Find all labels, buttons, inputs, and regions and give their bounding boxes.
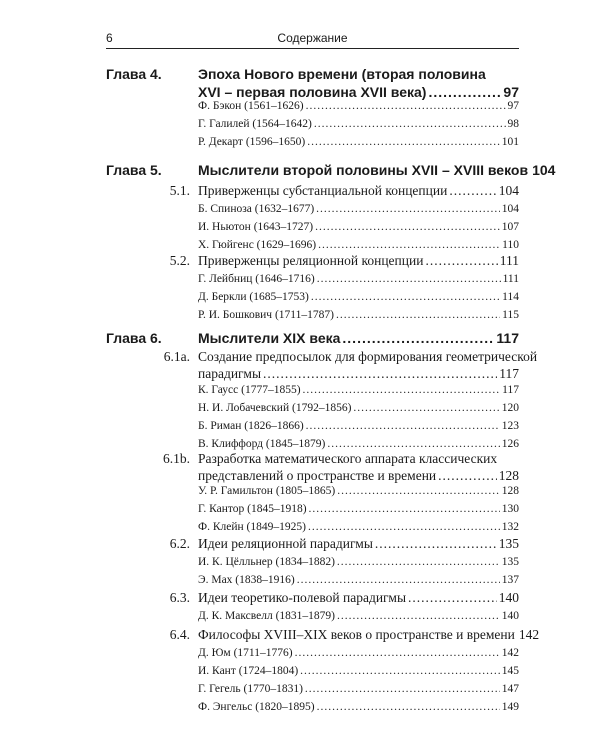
entry-page: 130 [501, 503, 519, 515]
toc-section[interactable] [106, 627, 540, 647]
entry-page: 132 [501, 521, 519, 533]
toc-person-entry[interactable] [198, 438, 519, 450]
person-name: Ф. Бэкон (1561–1626) [198, 100, 304, 112]
leader-dots [315, 221, 500, 233]
toc-person-entry[interactable] [198, 610, 519, 622]
leader-dots [303, 384, 501, 396]
chapter-page: 104 [532, 162, 556, 178]
leader-dots [314, 118, 506, 130]
entry-page: 110 [502, 239, 519, 251]
leader-dots [308, 521, 500, 533]
leader-dots [297, 574, 500, 586]
chapter-page: 117 [496, 330, 519, 346]
chapter-label: Глава 5. [106, 162, 162, 178]
leader-dots [316, 203, 500, 215]
person-name: У. Р. Гамильтон (1805–1865) [198, 485, 336, 497]
section-page: 135 [498, 536, 519, 551]
person-name: Д. Юм (1711–1776) [198, 647, 293, 659]
leader-dots [337, 610, 500, 622]
section-page: 142 [518, 627, 540, 642]
chapter-title-line: Эпоха Нового времени (вторая половина [198, 66, 486, 82]
chapter-title: Мыслители второй половины XVII – XVIII веков [198, 162, 529, 178]
person-name: Э. Мах (1838–1916) [198, 574, 295, 586]
chapter-page: 97 [503, 84, 519, 100]
section-title-line: Разработка математического аппарата классических [198, 451, 498, 466]
toc-person-entry[interactable] [198, 203, 519, 215]
section-title-line: Создание предпосылок для формирования геометрической [198, 349, 538, 364]
section-page: 140 [498, 590, 519, 605]
toc-section[interactable] [106, 253, 519, 273]
entry-page: 97 [507, 100, 519, 112]
leader-dots [449, 183, 496, 199]
toc-chapter[interactable] [106, 330, 519, 350]
leader-dots [336, 309, 500, 321]
section-number: 6.3. [169, 590, 190, 605]
person-name: Б. Риман (1826–1866) [198, 420, 304, 432]
section-number: 6.1a. [163, 349, 190, 364]
section-number: 6.2. [169, 536, 190, 551]
chapter-label: Глава 4. [106, 66, 162, 82]
chapter-label: Глава 6. [106, 330, 162, 346]
person-name: Х. Гюйгенс (1629–1696) [198, 239, 317, 251]
person-name: Г. Кантор (1845–1918) [198, 503, 307, 515]
entry-page: 111 [502, 273, 519, 285]
leader-dots [305, 683, 500, 695]
toc-person-entry[interactable] [198, 239, 519, 251]
toc-person-entry[interactable] [198, 420, 519, 432]
leader-dots [408, 590, 497, 606]
toc-person-entry[interactable] [198, 503, 519, 515]
toc-person-entry[interactable] [198, 221, 519, 233]
entry-page: 145 [501, 665, 519, 677]
leader-dots [337, 556, 500, 568]
person-name: Д. К. Максвелл (1831–1879) [198, 610, 335, 622]
entry-page: 104 [501, 203, 519, 215]
toc-person-entry[interactable] [198, 556, 519, 568]
leader-dots [300, 665, 500, 677]
entry-page: 126 [501, 438, 519, 450]
entry-page: 142 [501, 647, 519, 659]
section-page: 117 [499, 366, 519, 381]
person-name: Ф. Энгельс (1820–1895) [198, 701, 315, 713]
toc-person-entry[interactable] [198, 291, 519, 303]
section-number: 6.4. [169, 627, 190, 642]
page-header [106, 30, 519, 49]
person-name: Д. Беркли (1685–1753) [198, 291, 309, 303]
leader-dots [317, 273, 501, 285]
leader-dots [311, 291, 500, 303]
chapter-title: Мыслители XIX века [198, 330, 341, 346]
section-title-line: представлений о пространстве и времени [198, 468, 437, 483]
entry-page: 123 [501, 420, 519, 432]
leader-dots [375, 536, 497, 552]
section-title: Идеи реляционной парадигмы [198, 536, 373, 551]
toc-section[interactable] [106, 349, 538, 387]
toc-person-entry[interactable] [198, 402, 519, 414]
leader-dots [337, 485, 500, 497]
toc-person-entry[interactable] [198, 485, 519, 497]
toc-person-entry[interactable] [198, 118, 519, 130]
leader-dots [306, 100, 506, 112]
leader-dots [342, 330, 494, 346]
entry-page: 147 [501, 683, 519, 695]
leader-dots [306, 420, 500, 432]
section-title-line: парадигмы [198, 366, 262, 381]
toc-section[interactable] [106, 451, 519, 489]
person-name: Н. И. Лобачевский (1792–1856) [198, 402, 352, 414]
toc-chapter[interactable] [106, 162, 556, 182]
toc-person-entry[interactable] [198, 701, 519, 713]
toc-person-entry[interactable] [198, 100, 519, 112]
entry-page: 107 [501, 221, 519, 233]
leader-dots [425, 253, 497, 269]
leader-dots [309, 503, 500, 515]
section-title: Философы XVIII–XIX веков о пространстве и времени [198, 627, 515, 642]
person-name: В. Клиффорд (1845–1879) [198, 438, 326, 450]
leader-dots [428, 84, 501, 100]
person-name: Г. Лейбниц (1646–1716) [198, 273, 315, 285]
person-name: И. Ньютон (1643–1727) [198, 221, 314, 233]
toc-section[interactable] [106, 183, 519, 203]
section-page: 128 [498, 468, 519, 483]
leader-dots [307, 136, 500, 148]
toc-person-entry[interactable] [198, 136, 519, 148]
section-title: Приверженцы субстанциальной концепции [198, 183, 448, 198]
toc-section[interactable] [106, 590, 519, 610]
person-name: Р. Декарт (1596–1650) [198, 136, 306, 148]
section-title: Идеи теоретико-полевой парадигмы [198, 590, 407, 605]
leader-dots [263, 366, 497, 382]
leader-dots [317, 701, 500, 713]
toc-section[interactable] [106, 536, 519, 556]
leader-dots [353, 402, 499, 414]
toc-person-entry[interactable] [198, 384, 519, 396]
person-name: Г. Галилей (1564–1642) [198, 118, 312, 130]
entry-page: 114 [502, 291, 519, 303]
leader-dots [438, 468, 497, 484]
section-number: 6.1b. [163, 451, 190, 466]
person-name: И. Кант (1724–1804) [198, 665, 299, 677]
toc-person-entry[interactable] [198, 309, 519, 321]
toc-person-entry[interactable] [198, 273, 519, 285]
entry-page: 117 [502, 384, 519, 396]
page-number: 6 [106, 31, 113, 45]
person-name: Г. Гегель (1770–1831) [198, 683, 303, 695]
leader-dots [327, 438, 499, 450]
section-page: 111 [499, 253, 519, 268]
toc-person-entry[interactable] [198, 665, 519, 677]
leader-dots [295, 647, 500, 659]
person-name: Р. И. Бошкович (1711–1787) [198, 309, 334, 321]
toc-person-entry[interactable] [198, 574, 519, 586]
entry-page: 101 [501, 136, 519, 148]
person-name: Б. Спиноза (1632–1677) [198, 203, 315, 215]
entry-page: 115 [502, 309, 519, 321]
toc-person-entry[interactable] [198, 521, 519, 533]
entry-page: 128 [501, 485, 519, 497]
section-number: 5.1. [169, 183, 190, 198]
entry-page: 98 [507, 118, 519, 130]
entry-page: 137 [501, 574, 519, 586]
leader-dots [318, 239, 500, 251]
entry-page: 135 [501, 556, 519, 568]
section-title: Приверженцы реляционной концепции [198, 253, 424, 268]
entry-page: 140 [501, 610, 519, 622]
person-name: К. Гаусс (1777–1855) [198, 384, 301, 396]
entry-page: 149 [501, 701, 519, 713]
entry-page: 120 [501, 402, 519, 414]
section-number: 5.2. [169, 253, 190, 268]
running-head: Содержание [277, 31, 348, 45]
person-name: Ф. Клейн (1849–1925) [198, 521, 306, 533]
toc-person-entry[interactable] [198, 683, 519, 695]
section-page: 104 [498, 183, 519, 198]
person-name: И. К. Цёлльнер (1834–1882) [198, 556, 335, 568]
chapter-title-line: XVI – первая половина XVII века) [198, 84, 427, 100]
toc-person-entry[interactable] [198, 647, 519, 659]
